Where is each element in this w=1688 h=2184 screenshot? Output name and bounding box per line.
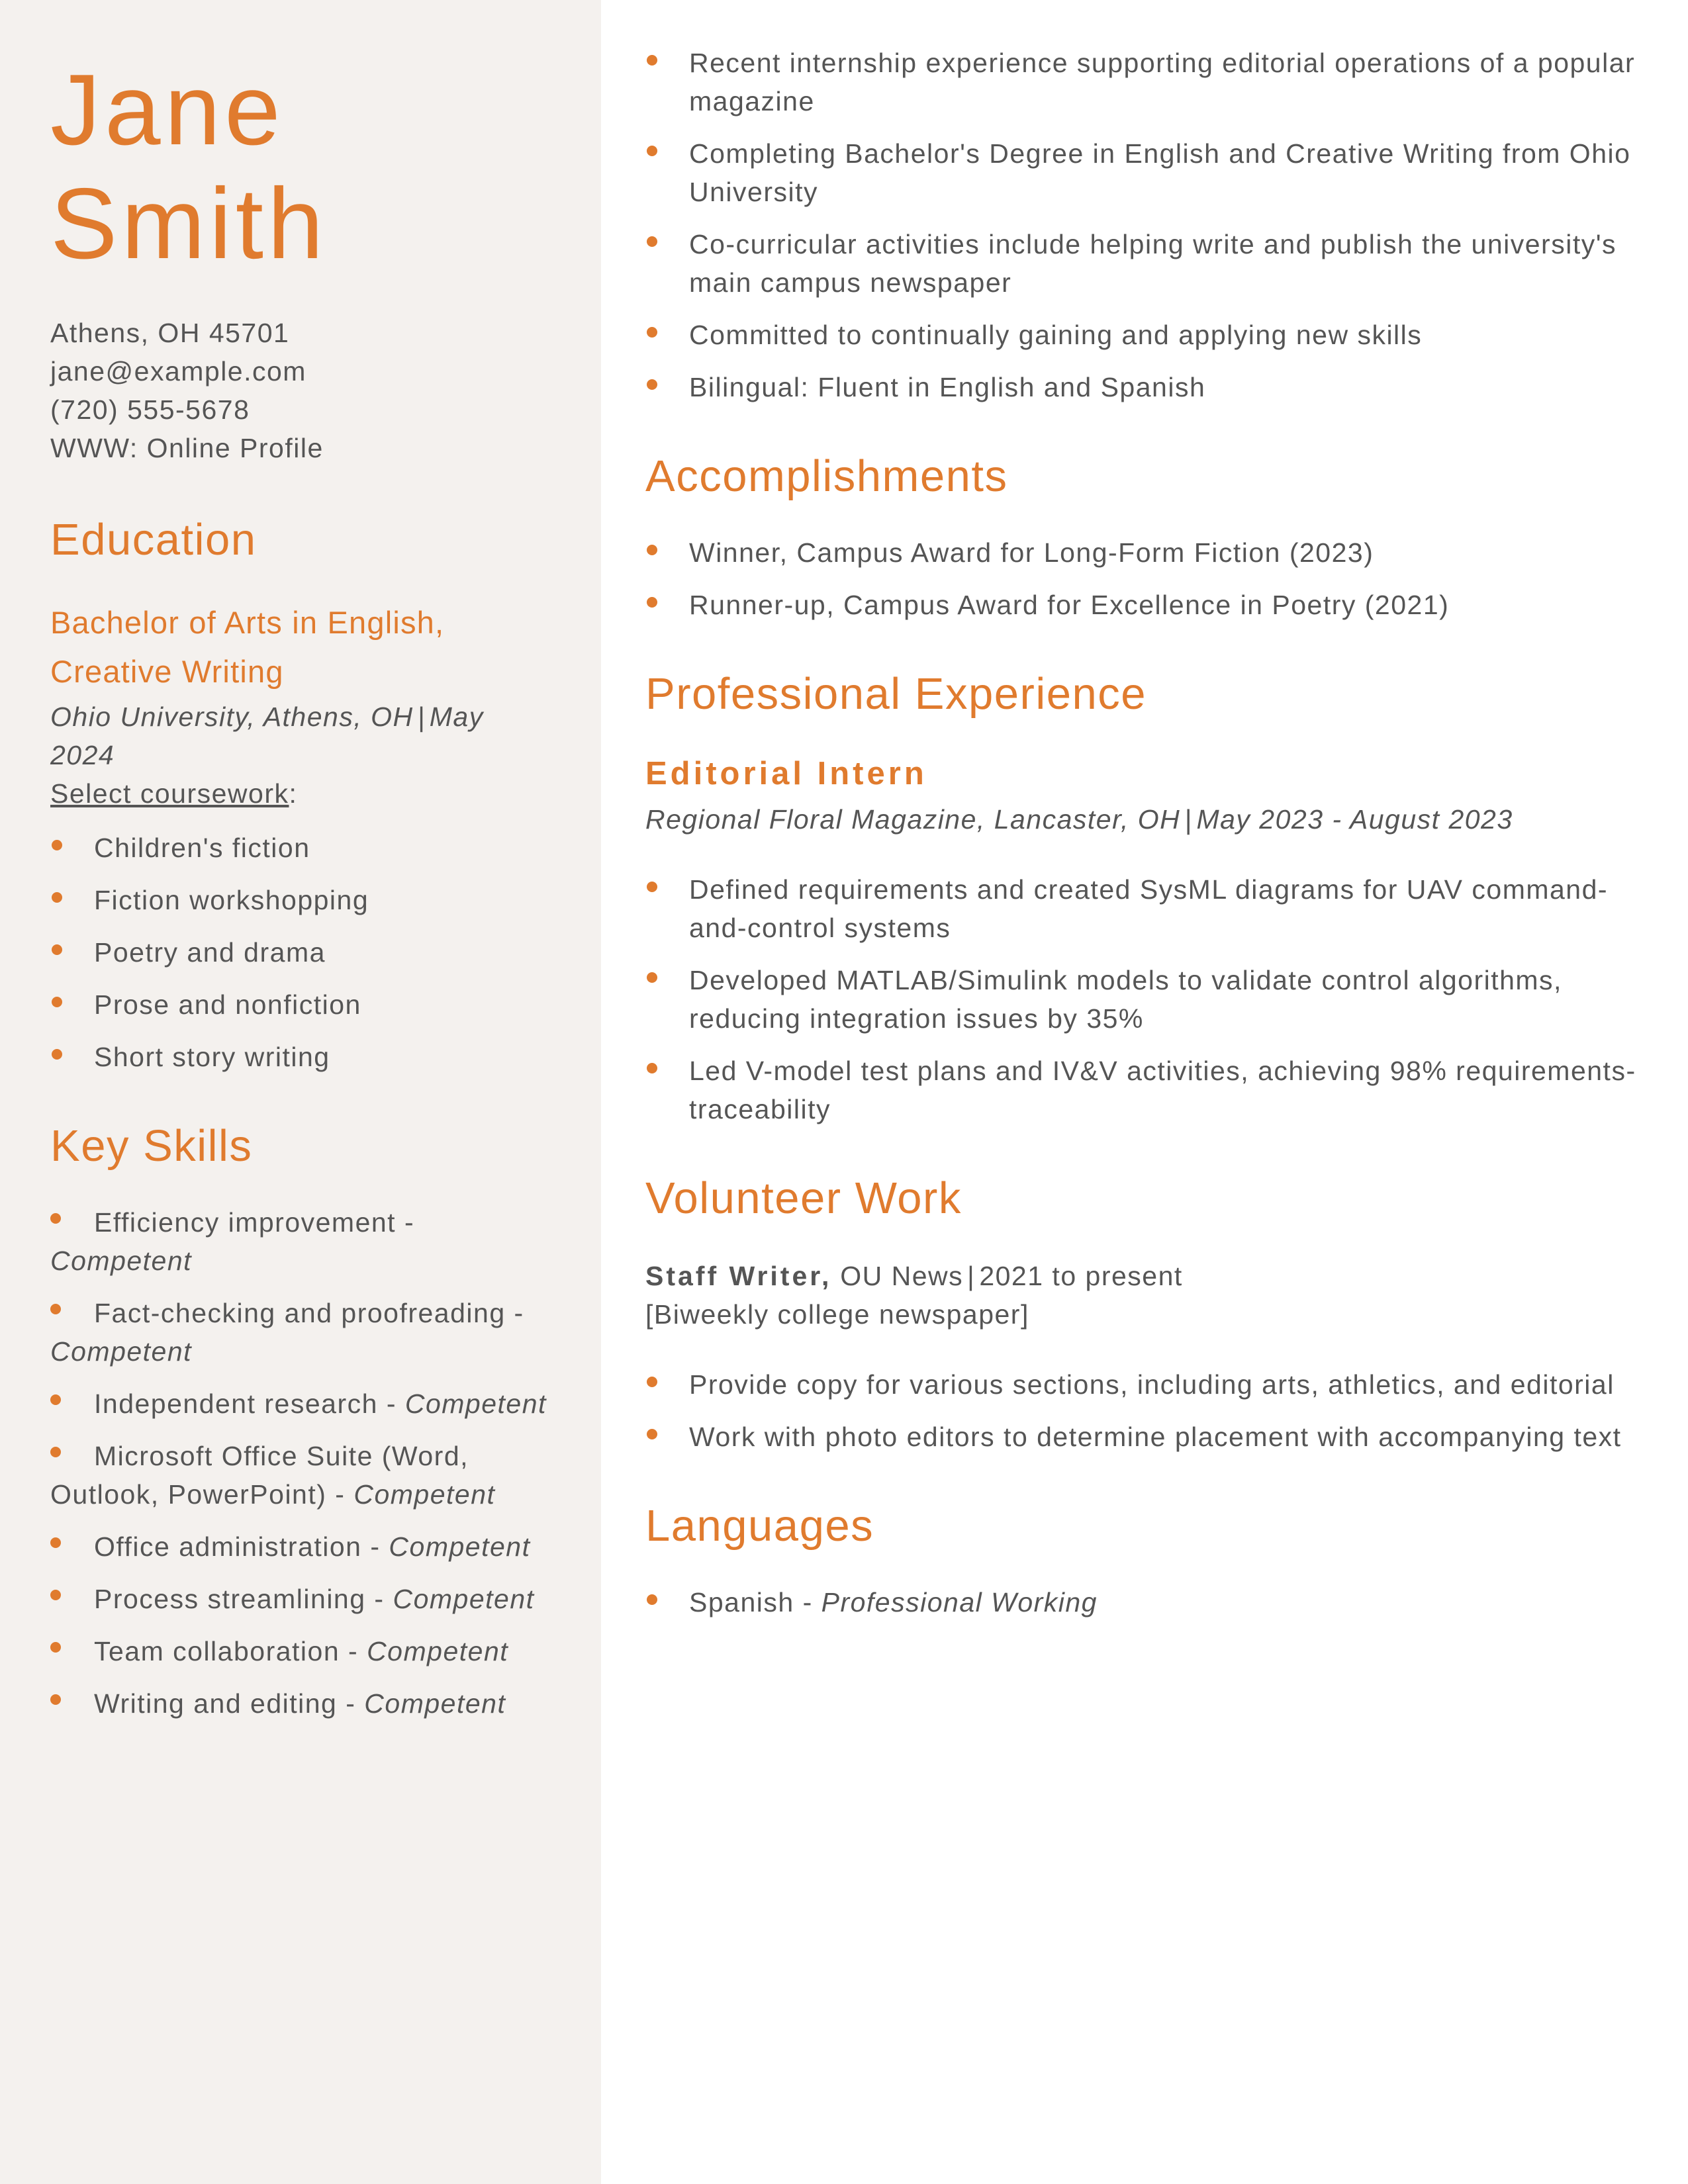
main-content [645,44,1638,1635]
language-level: Professional Working [821,1587,1098,1617]
skill-dash: - [361,1531,389,1562]
skill-name: Team collaboration [94,1636,340,1666]
skill-dash: - [326,1479,354,1510]
skill-name: Microsoft Office Suite (Word, Outlook, PowerPoint) [50,1441,469,1510]
skill-level: Competent [393,1584,535,1614]
school-line [50,698,553,774]
accomplishments-list [645,533,1638,624]
list-item: Poetry and drama [50,933,553,972]
coursework-list [50,829,553,1076]
degree: Bachelor of Arts in English, Creative Writing [50,605,445,689]
list-item: Committed to continually gaining and applying new skills [645,316,1638,354]
skill-dash: - [396,1207,415,1238]
volunteer-heading: Volunteer Work [645,1173,962,1223]
list-item: Developed MATLAB/Simulink models to validate control algorithms, reducing integration issues by 35% [645,961,1638,1038]
skill-dash: - [365,1584,393,1614]
volunteer-description: [Biweekly college newspaper] [645,1299,1029,1330]
list-item [645,1583,1638,1621]
volunteer-dates: 2021 to present [979,1261,1183,1291]
sidebar-content [50,53,553,1737]
first-name: Jane [50,54,285,166]
skills-list [50,1203,553,1723]
summary-list [645,44,1638,406]
skill-level: Competent [50,1336,193,1367]
list-item: Work with photo editors to determine placement with accompanying text [645,1418,1638,1456]
skill-dash: - [377,1388,405,1419]
volunteer-list [645,1365,1638,1456]
separator: | [1184,804,1193,835]
coursework-label-text: Select coursework [50,778,289,809]
skill-dash: - [505,1298,524,1328]
list-item: Fiction workshopping [50,881,553,919]
languages-list [645,1583,1638,1621]
skill-level: Competent [389,1531,531,1562]
list-item: Defined requirements and created SysML diagrams for UAV command-and-control systems [645,870,1638,947]
list-item: Children's fiction [50,829,553,867]
list-item: Short story writing [50,1038,553,1076]
sidebar [0,0,601,2184]
skill-dash: - [340,1636,367,1666]
list-item [50,1684,553,1723]
language-name: Spanish [689,1587,794,1617]
list-item [50,1580,553,1618]
skill-level: Competent [353,1479,496,1510]
coursework-colon: : [289,778,298,809]
list-item: Bilingual: Fluent in English and Spanish [645,368,1638,406]
contact-info [50,314,553,467]
website-link[interactable]: WWW: Online Profile [50,433,324,463]
list-item: Recent internship experience supporting editorial operations of a popular magazine [645,44,1638,120]
job-dates: May 2023 - August 2023 [1196,804,1513,835]
last-name: Smith [50,167,328,280]
job-meta [645,800,1638,839]
list-item: Led V-model test plans and IV&V activities, achieving 98% requirements-traceability [645,1052,1638,1128]
skill-level: Competent [50,1246,193,1276]
skill-level: Competent [404,1388,547,1419]
accomplishments-heading: Accomplishments [645,451,1008,501]
volunteer-org: OU News [840,1261,964,1291]
skill-name: Writing and editing [94,1688,338,1719]
skill-name: Office administration [94,1531,362,1562]
school-name: Ohio University, Athens, OH [50,702,414,732]
list-item: Winner, Campus Award for Long-Form Fiction (2023) [645,533,1638,572]
list-item: Prose and nonfiction [50,985,553,1024]
graduation-date: May 2024 [50,702,484,770]
languages-heading: Languages [645,1501,874,1551]
company: Regional Floral Magazine, Lancaster, OH [645,804,1181,835]
candidate-name [50,53,553,281]
volunteer-role-line [645,1257,1638,1295]
skill-name: Efficiency improvement [94,1207,397,1238]
education-heading: Education [50,515,257,565]
email[interactable]: jane@example.com [50,356,306,387]
list-item [50,1437,553,1514]
experience-list [645,870,1638,1128]
volunteer-role: Staff Writer, [645,1261,832,1291]
skill-level: Competent [367,1636,509,1666]
list-item [50,1294,553,1371]
address: Athens, OH 45701 [50,318,290,348]
list-item: Completing Bachelor's Degree in English and Creative Writing from Ohio University [645,134,1638,211]
skill-level: Competent [364,1688,506,1719]
list-item [50,1385,553,1423]
list-item [50,1527,553,1566]
skills-heading: Key Skills [50,1121,253,1171]
language-dash: - [794,1587,821,1617]
list-item: Provide copy for various sections, including arts, athletics, and editorial [645,1365,1638,1404]
experience-heading: Professional Experience [645,669,1147,719]
separator: | [967,1261,976,1291]
list-item: Co-curricular activities include helping write and publish the university's main campus newspaper [645,225,1638,302]
phone[interactable]: (720) 555-5678 [50,394,250,425]
coursework-label [50,774,553,813]
job-title: Editorial Intern [645,756,927,792]
list-item [50,1632,553,1670]
skill-name: Fact-checking and proofreading [94,1298,506,1328]
list-item [50,1203,553,1280]
skill-dash: - [337,1688,365,1719]
separator: | [417,702,426,732]
list-item: Runner-up, Campus Award for Excellence in Poetry (2021) [645,586,1638,624]
skill-name: Process streamlining [94,1584,366,1614]
skill-name: Independent research [94,1388,378,1419]
